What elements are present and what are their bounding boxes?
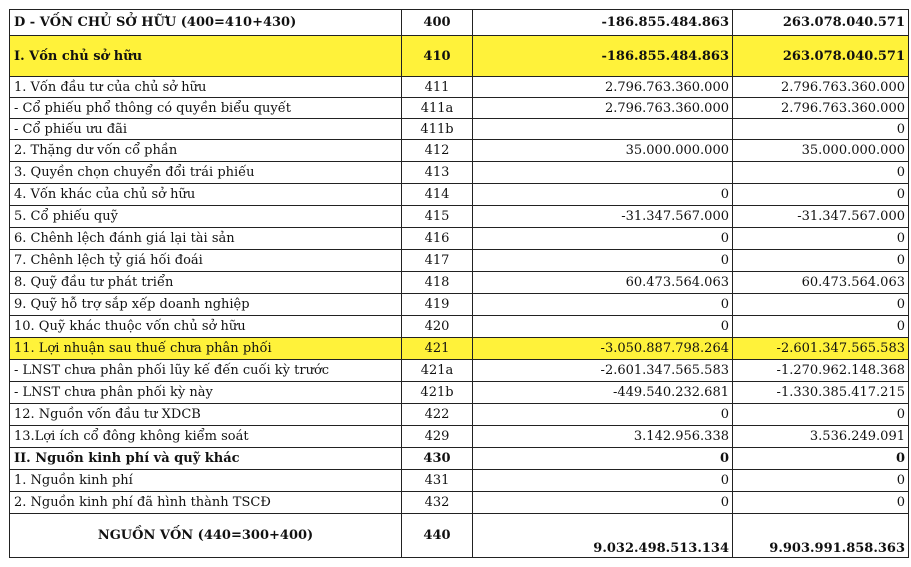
row-previous-value: -31.347.567.000: [733, 206, 909, 228]
table-row: [10, 10, 909, 36]
row-code: 415: [402, 206, 473, 228]
row-current-value: [473, 119, 733, 140]
table-row: [10, 470, 909, 492]
row-label: 2. Nguồn kinh phí đã hình thành TSCĐ: [10, 492, 402, 514]
row-label: 1. Vốn đầu tư của chủ sở hữu: [10, 77, 402, 98]
table-row: [10, 492, 909, 514]
row-previous-value: 263.078.040.571: [733, 10, 909, 36]
table-row: [10, 140, 909, 162]
table-row: [10, 294, 909, 316]
row-code: 413: [402, 162, 473, 184]
row-label: 6. Chênh lệch đánh giá lại tài sản: [10, 228, 402, 250]
row-code: 421: [402, 338, 473, 360]
row-current-value: 2.796.763.360.000: [473, 77, 733, 98]
row-code: 417: [402, 250, 473, 272]
row-previous-value: 35.000.000.000: [733, 140, 909, 162]
row-label: 7. Chênh lệch tỷ giá hối đoái: [10, 250, 402, 272]
row-previous-value: 0: [733, 250, 909, 272]
table-row: [10, 98, 909, 119]
row-current-value: 0: [473, 448, 733, 470]
row-code: 410: [402, 36, 473, 77]
row-code: 431: [402, 470, 473, 492]
row-code: 414: [402, 184, 473, 206]
row-label: - LNST chưa phân phối kỳ này: [10, 382, 402, 404]
row-code: 420: [402, 316, 473, 338]
row-label: 10. Quỹ khác thuộc vốn chủ sở hữu: [10, 316, 402, 338]
row-previous-value: 0: [733, 119, 909, 140]
equity-table: [9, 9, 909, 558]
row-code: 419: [402, 294, 473, 316]
table-row: [10, 382, 909, 404]
row-label: - Cổ phiếu ưu đãi: [10, 119, 402, 140]
table-row: [10, 404, 909, 426]
row-current-value: 0: [473, 470, 733, 492]
row-previous-value: -1.330.385.417.215: [733, 382, 909, 404]
row-current-value: 0: [473, 250, 733, 272]
row-current-value: 60.473.564.063: [473, 272, 733, 294]
row-code: 418: [402, 272, 473, 294]
table-row: [10, 36, 909, 77]
row-current-value: -186.855.484.863: [473, 10, 733, 36]
row-label: 13.Lợi ích cổ đông không kiểm soát: [10, 426, 402, 448]
table-row: [10, 360, 909, 382]
row-code: 411a: [402, 98, 473, 119]
row-current-value: -449.540.232.681: [473, 382, 733, 404]
row-previous-value: 60.473.564.063: [733, 272, 909, 294]
row-current-value: 0: [473, 184, 733, 206]
row-code: 400: [402, 10, 473, 36]
row-previous-value: 0: [733, 404, 909, 426]
table-row: [10, 119, 909, 140]
table-row: [10, 316, 909, 338]
row-code: 411b: [402, 119, 473, 140]
row-current-value: 35.000.000.000: [473, 140, 733, 162]
row-current-value: 0: [473, 316, 733, 338]
row-label: - LNST chưa phân phối lũy kế đến cuối kỳ trước: [10, 360, 402, 382]
row-current-value: 0: [473, 492, 733, 514]
row-label: II. Nguồn kinh phí và quỹ khác: [10, 448, 402, 470]
row-code: 421a: [402, 360, 473, 382]
row-previous-value: 0: [733, 162, 909, 184]
row-label: 1. Nguồn kinh phí: [10, 470, 402, 492]
row-label: 12. Nguồn vốn đầu tư XDCB: [10, 404, 402, 426]
row-previous-value: 2.796.763.360.000: [733, 77, 909, 98]
row-previous-value: 0: [733, 228, 909, 250]
row-current-value: 0: [473, 294, 733, 316]
table-row: [10, 77, 909, 98]
row-label: 11. Lợi nhuận sau thuế chưa phân phối: [10, 338, 402, 360]
row-previous-value: 9.903.991.858.363: [733, 514, 909, 558]
row-code: 432: [402, 492, 473, 514]
row-previous-value: 2.796.763.360.000: [733, 98, 909, 119]
table-row: [10, 206, 909, 228]
row-previous-value: 0: [733, 492, 909, 514]
table-row: [10, 162, 909, 184]
row-label: 3. Quyền chọn chuyển đổi trái phiếu: [10, 162, 402, 184]
table-row: [10, 250, 909, 272]
table-row: [10, 228, 909, 250]
row-previous-value: -2.601.347.565.583: [733, 338, 909, 360]
table-row: [10, 272, 909, 294]
row-code: 416: [402, 228, 473, 250]
row-code: 430: [402, 448, 473, 470]
table-row: [10, 184, 909, 206]
row-code: 411: [402, 77, 473, 98]
row-current-value: 9.032.498.513.134: [473, 514, 733, 558]
row-current-value: 3.142.956.338: [473, 426, 733, 448]
row-current-value: -3.050.887.798.264: [473, 338, 733, 360]
row-label: 2. Thặng dư vốn cổ phần: [10, 140, 402, 162]
row-previous-value: 3.536.249.091: [733, 426, 909, 448]
table-row: [10, 426, 909, 448]
row-previous-value: 0: [733, 294, 909, 316]
row-previous-value: 0: [733, 470, 909, 492]
row-label: 5. Cổ phiếu quỹ: [10, 206, 402, 228]
row-label: D - VỐN CHỦ SỞ HỮU (400=410+430): [10, 10, 402, 36]
row-code: 422: [402, 404, 473, 426]
row-previous-value: 263.078.040.571: [733, 36, 909, 77]
row-previous-value: 0: [733, 316, 909, 338]
row-previous-value: 0: [733, 448, 909, 470]
table-row: [10, 338, 909, 360]
row-code: 440: [402, 514, 473, 558]
equity-table-body: [10, 10, 909, 558]
row-code: 421b: [402, 382, 473, 404]
row-current-value: [473, 162, 733, 184]
row-label: 4. Vốn khác của chủ sở hữu: [10, 184, 402, 206]
row-label: 9. Quỹ hỗ trợ sắp xếp doanh nghiệp: [10, 294, 402, 316]
row-label: 8. Quỹ đầu tư phát triển: [10, 272, 402, 294]
row-previous-value: 0: [733, 184, 909, 206]
row-label: NGUỒN VỐN (440=300+400): [10, 514, 402, 558]
row-current-value: -186.855.484.863: [473, 36, 733, 77]
row-previous-value: -1.270.962.148.368: [733, 360, 909, 382]
row-current-value: -31.347.567.000: [473, 206, 733, 228]
table-row: [10, 448, 909, 470]
row-current-value: 0: [473, 404, 733, 426]
row-label: I. Vốn chủ sở hữu: [10, 36, 402, 77]
row-code: 429: [402, 426, 473, 448]
row-label: - Cổ phiếu phổ thông có quyền biểu quyết: [10, 98, 402, 119]
table-row: [10, 514, 909, 558]
row-code: 412: [402, 140, 473, 162]
row-current-value: 2.796.763.360.000: [473, 98, 733, 119]
row-current-value: 0: [473, 228, 733, 250]
row-current-value: -2.601.347.565.583: [473, 360, 733, 382]
